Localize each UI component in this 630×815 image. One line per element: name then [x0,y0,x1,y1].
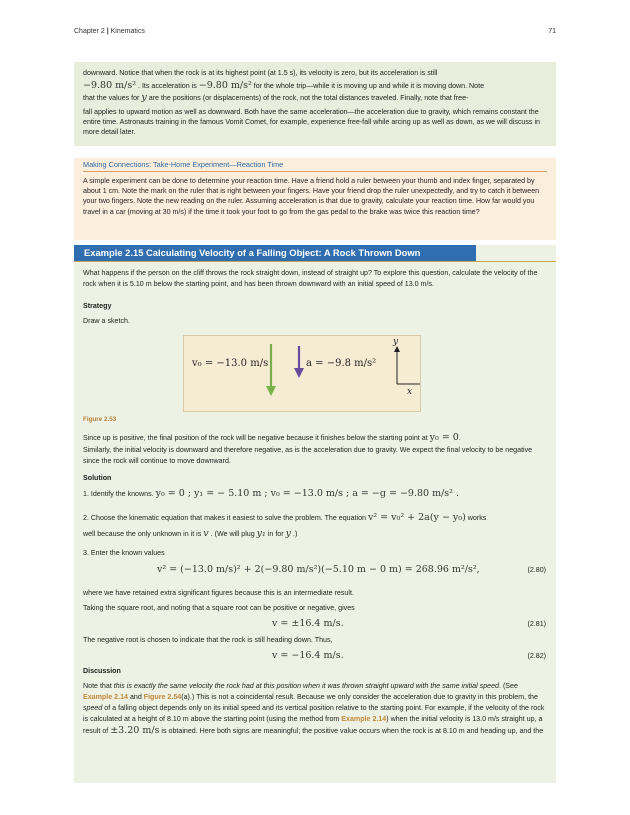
sqrt-text: Taking the square root, and noting that a square root can be positive or negative, gives [83,604,355,612]
para1-text: Since up is positive, the final position of the rock will be negative because it finishes below the starting point at [83,434,428,442]
connection-divider [83,171,547,172]
intro-text [83,68,549,137]
step2-text-e: in for [267,530,284,538]
equation-number-2-80: (2.80) [527,566,546,574]
equation-2-82: v = −16.4 m/s. [272,650,344,661]
after-eq-280: where we have retained extra significant figures because this is an intermediate result. [83,589,354,597]
step2-text-a: 2. Choose the kinematic equation that makes it easiest to solve the problem. The equation [83,514,366,522]
figure-caption: Figure 2.53 [83,416,117,423]
v0-arrow-head [266,386,276,396]
disc-f: ) when the initial velocity is 13.0 m/s straight up, a result of [83,715,543,735]
intro-line-2a: . Its acceleration is [138,81,197,90]
connection-box [74,158,556,240]
axis-x-label: x [407,387,413,397]
running-header-chapter: Chapter 2 | Kinematics [74,28,145,35]
intro-line-3a: that the values for [83,94,140,102]
step2-math: v² = v₀² + 2a(y − y₀) [367,512,466,523]
figure-v0-label: v₀ = −13.0 m/s [192,358,269,369]
example-question: What happens if the person on the cliff throws the rock straight down, instead of straight up? To explore this question, calculate the velocity of the rock when it is 5.10 m below the starting point, and has been thrown downward with an initial speed of 13.0 m/s. [83,269,538,288]
axis-y-label: y [393,337,399,347]
disc-a: Note that [83,682,114,690]
intro-box [74,62,556,146]
step2-text-d: . (We will plug [210,530,255,538]
disc-b: . (See [499,682,518,690]
para1-math: y₀ = 0 [429,432,459,443]
example-title: Example 2.15 Calculating Velocity of a Falling Object: A Rock Thrown Down [74,245,476,261]
disc-italic-2: speed [83,704,103,712]
strategy-text: Draw a sketch. [83,317,130,325]
section-label: Kinematics [110,28,145,35]
para-similarly: Similarly, the initial velocity is downward and therefore negative, as is the acceleration due to gravity. We expect the final velocity to be negative since the rock will continue to move downward. [83,446,533,465]
negative-root-text: The negative root is chosen to indicate that the rock is still heading down. Thus, [83,636,333,644]
step1-math: y₀ = 0 ; y₁ = − 5.10 m ; v₀ = −13.0 m/s ; a = −g = −9.80 m/s² . [155,488,460,499]
step-3: 3. Enter the known values [83,549,165,557]
var-y: y [141,92,147,103]
intro-line-1: downward. Notice that when the rock is at its highest point (at 1.5 s), its velocity is zero, but its acceleration is still [83,69,438,77]
equation-number-2-82: (2.82) [527,652,546,660]
intro-line-3 [83,92,549,105]
step2-text-f: .) [292,530,298,538]
figure-a-label: a = −9.8 m/s² [306,358,377,369]
connection-body: A simple experiment can be done to determine your reaction time. Have a friend hold a ruler between your thumb and index finger, separated by about 1 cm. Note the mark on the ruler that is right between your fingers. Have your friend drop the ruler unexpectedly, and try to catch it between your two fingers. Note the new reading on the ruler. Assuming acceleration is that due to gravity, calculate your reaction time. How far would you travel in a car (moving at 30 m/s) if the time it took your foot to go from the gas pedal to the brake was twice this reaction time? [83,177,540,216]
link-example-2-14-b[interactable]: Example 2.14 [341,715,387,723]
step2-var-v: v [203,528,209,539]
link-figure-2-54[interactable]: Figure 2.54 [143,693,182,701]
chapter-label: Chapter 2 [74,28,105,35]
step2-text-c: well because the only unknown in it is [83,530,202,538]
step1-text: 1. Identify the knowns. [83,490,154,498]
step-1 [83,489,549,500]
a-arrow-head [294,368,304,378]
accel-math-2: −9.80 m/s² [198,79,252,91]
step2-text-b: works [467,514,487,522]
example-box [74,245,556,783]
equation-number-2-81: (2.81) [527,620,546,628]
step2-var-y1: y₁ [256,528,266,539]
para-up-positive [83,433,549,444]
connection-title: Making Connections: Take-Home Experiment—Reaction Time [83,160,284,169]
example-title-rule [74,261,556,262]
figure-sketch [184,336,420,411]
accel-math-1: −9.80 m/s² [83,79,137,91]
intro-line-3b: are the positions (or displacements) of the rock, not the total distances traveled. Finally, note that free- [148,94,469,102]
intro-line-4: fall applies to upward motion as well as downward. Both have the same acceleration—the acceleration due to gravity, which remains constant the entire time. Astronauts training in the famous Vomit Comet, for example, experience free-fall while arcing up as well as down, as we will discuss in more detail later. [83,107,540,136]
step-2 [83,513,549,524]
equation-2-81: v = ±16.4 m/s. [272,618,344,629]
solution-heading: Solution [83,474,112,482]
page-number: 71 [548,28,556,35]
figure-2-53 [183,335,421,412]
step2-var-y: y [285,528,291,539]
disc-d: (a).) This is not a coincidental result. Because we only consider the acceleration due to gravity in this problem, the [181,693,538,701]
intro-line-2 [83,80,549,93]
equation-2-80: v² = (−13.0 m/s)² + 2(−9.80 m/s²)(−5.10 m − 0 m) = 268.96 m²/s², [157,564,480,575]
disc-math: ±3.20 m/s [110,725,160,736]
step-2-cont [83,529,549,540]
disc-g: is obtained. Here both signs are meaningful; the positive value occurs when the rock is at 8.10 m and heading up, and the [161,727,544,735]
intro-line-2b: for the whole trip—while it is moving up and while it is moving down. Note [253,81,485,90]
disc-c: and [127,693,144,701]
strategy-heading: Strategy [83,302,112,310]
discussion-heading: Discussion [83,667,121,675]
link-example-2-14[interactable]: Example 2.14 [83,693,128,701]
disc-italic-1: this is exactly the same velocity the rock had at this position when it was thrown straight upward with the same initial speed [113,682,499,690]
disc-e: of a falling object depends only on its initial speed and its vertical position relative to the starting point. For example, if the velocity of the rock is calculated at a height of 8.10 m above the starting point (using the method from [83,704,545,723]
discussion-text [83,681,549,737]
para1-end: . [458,434,461,442]
